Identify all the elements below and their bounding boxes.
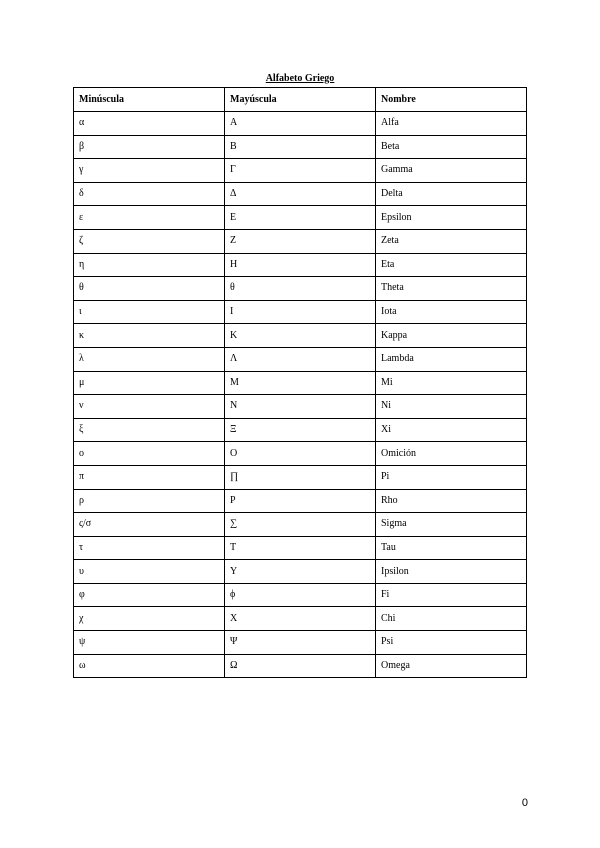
uppercase-cell: Γ: [225, 159, 376, 183]
uppercase-cell: Λ: [225, 347, 376, 371]
lowercase-cell: ς/σ: [74, 513, 225, 537]
table-row: [74, 277, 527, 301]
lowercase-cell: ζ: [74, 229, 225, 253]
page-title: Alfabeto Griego: [265, 73, 335, 84]
table-row: [74, 135, 527, 159]
table-row: [74, 112, 527, 136]
uppercase-cell: Ψ: [225, 631, 376, 655]
lowercase-cell: ξ: [74, 418, 225, 442]
table-row: [74, 489, 527, 513]
lowercase-cell: β: [74, 135, 225, 159]
table-row: [74, 395, 527, 419]
table-row: [74, 607, 527, 631]
name-cell: Eta: [376, 253, 527, 277]
uppercase-cell: Ρ: [225, 489, 376, 513]
name-cell: Epsilon: [376, 206, 527, 230]
uppercase-cell: Ω: [225, 654, 376, 678]
table-row: [74, 418, 527, 442]
column-header-name: Nombre: [376, 88, 527, 112]
name-cell: Zeta: [376, 229, 527, 253]
uppercase-cell: Ι: [225, 300, 376, 324]
uppercase-cell: ∑: [225, 513, 376, 537]
lowercase-cell: δ: [74, 182, 225, 206]
table-row: [74, 182, 527, 206]
lowercase-cell: ν: [74, 395, 225, 419]
lowercase-cell: ψ: [74, 631, 225, 655]
table-row: [74, 253, 527, 277]
uppercase-cell: θ: [225, 277, 376, 301]
lowercase-cell: χ: [74, 607, 225, 631]
lowercase-cell: ε: [74, 206, 225, 230]
lowercase-cell: τ: [74, 536, 225, 560]
name-cell: Omega: [376, 654, 527, 678]
table-row: [74, 347, 527, 371]
name-cell: Pi: [376, 465, 527, 489]
name-cell: Theta: [376, 277, 527, 301]
name-cell: Gamma: [376, 159, 527, 183]
table-row: [74, 371, 527, 395]
uppercase-cell: ∏: [225, 465, 376, 489]
lowercase-cell: γ: [74, 159, 225, 183]
name-cell: Mi: [376, 371, 527, 395]
lowercase-cell: ι: [74, 300, 225, 324]
uppercase-cell: Η: [225, 253, 376, 277]
lowercase-cell: ο: [74, 442, 225, 466]
name-cell: Alfa: [376, 112, 527, 136]
lowercase-cell: π: [74, 465, 225, 489]
name-cell: Ipsilon: [376, 560, 527, 584]
name-cell: Ni: [376, 395, 527, 419]
table-header-row: [74, 88, 527, 112]
uppercase-cell: Τ: [225, 536, 376, 560]
name-cell: Beta: [376, 135, 527, 159]
lowercase-cell: ω: [74, 654, 225, 678]
name-cell: Tau: [376, 536, 527, 560]
name-cell: Fi: [376, 583, 527, 607]
name-cell: Delta: [376, 182, 527, 206]
table-row: [74, 560, 527, 584]
lowercase-cell: υ: [74, 560, 225, 584]
greek-alphabet-table: [73, 87, 527, 678]
lowercase-cell: λ: [74, 347, 225, 371]
lowercase-cell: φ: [74, 583, 225, 607]
table-row: [74, 513, 527, 537]
name-cell: Xi: [376, 418, 527, 442]
name-cell: Kappa: [376, 324, 527, 348]
lowercase-cell: ρ: [74, 489, 225, 513]
uppercase-cell: Β: [225, 135, 376, 159]
uppercase-cell: Χ: [225, 607, 376, 631]
lowercase-cell: α: [74, 112, 225, 136]
table-row: [74, 442, 527, 466]
lowercase-cell: κ: [74, 324, 225, 348]
table-row: [74, 654, 527, 678]
name-cell: Chi: [376, 607, 527, 631]
table-row: [74, 536, 527, 560]
name-cell: Lambda: [376, 347, 527, 371]
column-header-uppercase: Mayúscula: [225, 88, 376, 112]
table-row: [74, 206, 527, 230]
lowercase-cell: μ: [74, 371, 225, 395]
table-row: [74, 631, 527, 655]
table-row: [74, 465, 527, 489]
uppercase-cell: Ζ: [225, 229, 376, 253]
uppercase-cell: Μ: [225, 371, 376, 395]
name-cell: Iota: [376, 300, 527, 324]
uppercase-cell: ϕ: [225, 583, 376, 607]
table-body: [74, 112, 527, 678]
lowercase-cell: θ: [74, 277, 225, 301]
uppercase-cell: Υ: [225, 560, 376, 584]
uppercase-cell: Δ: [225, 182, 376, 206]
uppercase-cell: Ε: [225, 206, 376, 230]
uppercase-cell: Ο: [225, 442, 376, 466]
name-cell: Psi: [376, 631, 527, 655]
name-cell: Rho: [376, 489, 527, 513]
table-row: [74, 324, 527, 348]
table-row: [74, 159, 527, 183]
page-number: 0: [521, 797, 528, 809]
table-row: [74, 300, 527, 324]
uppercase-cell: Ν: [225, 395, 376, 419]
table-row: [74, 583, 527, 607]
name-cell: Omición: [376, 442, 527, 466]
lowercase-cell: η: [74, 253, 225, 277]
column-header-lowercase: Minúscula: [74, 88, 225, 112]
uppercase-cell: Α: [225, 112, 376, 136]
name-cell: Sigma: [376, 513, 527, 537]
table-row: [74, 229, 527, 253]
uppercase-cell: Κ: [225, 324, 376, 348]
uppercase-cell: Ξ: [225, 418, 376, 442]
